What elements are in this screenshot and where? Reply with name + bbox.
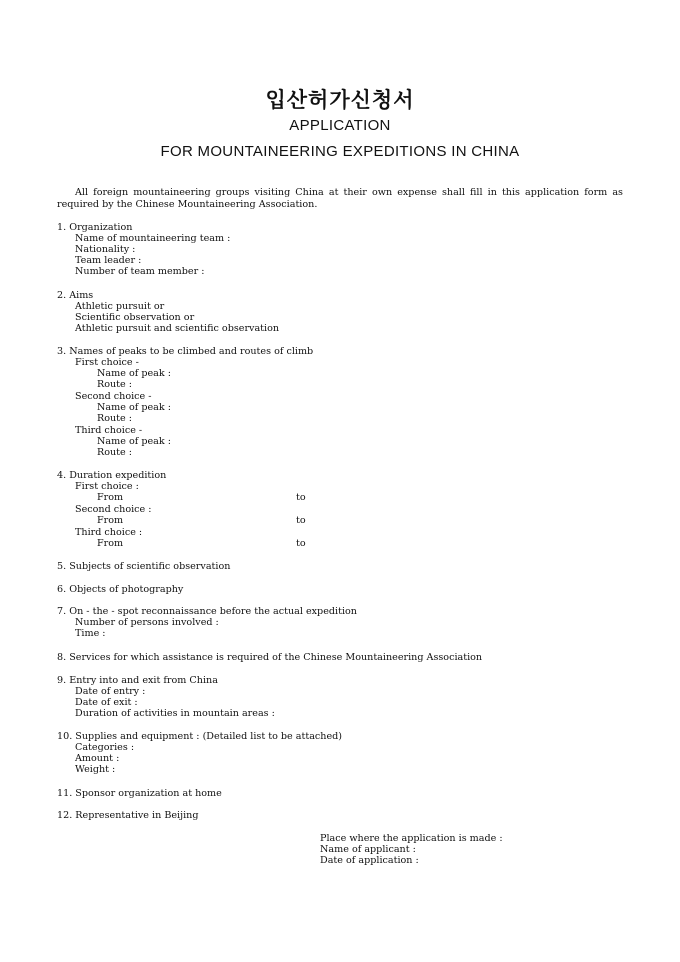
to-label: to (296, 538, 306, 549)
team-members-label: Number of team member : (75, 266, 205, 277)
aim-both: Athletic pursuit and scientific observation (75, 323, 280, 334)
section-6-heading: 6. Objects of photography (57, 584, 184, 595)
aim-athletic: Athletic pursuit or (75, 301, 165, 312)
team-leader-label: Team leader : (75, 255, 142, 266)
duration-second-choice: Second choice : (75, 504, 152, 515)
amount-label: Amount : (75, 753, 120, 764)
title-korean: 입산허가신청서 (265, 88, 415, 112)
persons-involved-label: Number of persons involved : (75, 617, 219, 628)
peak-third-choice: Third choice - (75, 425, 143, 436)
route-label: Route : (97, 447, 132, 458)
to-label: to (296, 515, 306, 526)
to-label: to (296, 492, 306, 503)
peak-name-label: Name of peak : (97, 368, 171, 379)
section-2-heading: 2. Aims (57, 290, 94, 301)
title-mountaineering: FOR MOUNTAINEERING EXPEDITIONS IN CHINA (160, 143, 520, 160)
section-5-heading: 5. Subjects of scientific observation (57, 561, 231, 572)
intro-paragraph: All foreign mountaineering groups visiting China at their own expense shall fill in this application form as required by the Chinese Mountaineering Association. (57, 187, 623, 210)
from-label: From (97, 515, 124, 526)
section-3-heading: 3. Names of peaks to be climbed and routes of climb (57, 346, 314, 357)
duration-first-choice: First choice : (75, 481, 139, 492)
from-label: From (97, 538, 124, 549)
weight-label: Weight : (75, 764, 116, 775)
peak-second-choice: Second choice - (75, 391, 152, 402)
categories-label: Categories : (75, 742, 135, 753)
section-4-heading: 4. Duration expedition (57, 470, 167, 481)
section-1-heading: 1. Organization (57, 222, 133, 233)
peak-first-choice: First choice - (75, 357, 139, 368)
section-12-heading: 12. Representative in Beijing (57, 810, 199, 821)
aim-scientific: Scientific observation or (75, 312, 195, 323)
exit-date-label: Date of exit : (75, 697, 138, 708)
application-place-label: Place where the application is made : (320, 833, 503, 844)
activity-duration-label: Duration of activities in mountain areas : (75, 708, 275, 719)
peak-name-label: Name of peak : (97, 402, 171, 413)
team-name-label: Name of mountaineering team : (75, 233, 231, 244)
section-11-heading: 11. Sponsor organization at home (57, 788, 222, 799)
route-label: Route : (97, 379, 132, 390)
section-7-heading: 7. On - the - spot reconnaissance before the actual expedition (57, 606, 357, 617)
title-application: APPLICATION (289, 117, 391, 134)
duration-third-choice: Third choice : (75, 527, 143, 538)
section-8-heading: 8. Services for which assistance is required of the Chinese Mountaineering Association (57, 652, 483, 663)
nationality-label: Nationality : (75, 244, 136, 255)
section-9-heading: 9. Entry into and exit from China (57, 675, 218, 686)
from-label: From (97, 492, 124, 503)
application-date-label: Date of application : (320, 855, 419, 866)
peak-name-label: Name of peak : (97, 436, 171, 447)
applicant-name-label: Name of applicant : (320, 844, 416, 855)
section-10-heading: 10. Supplies and equipment : (Detailed list to be attached) (57, 731, 343, 742)
route-label: Route : (97, 413, 132, 424)
time-label: Time : (75, 628, 106, 639)
entry-date-label: Date of entry : (75, 686, 146, 697)
